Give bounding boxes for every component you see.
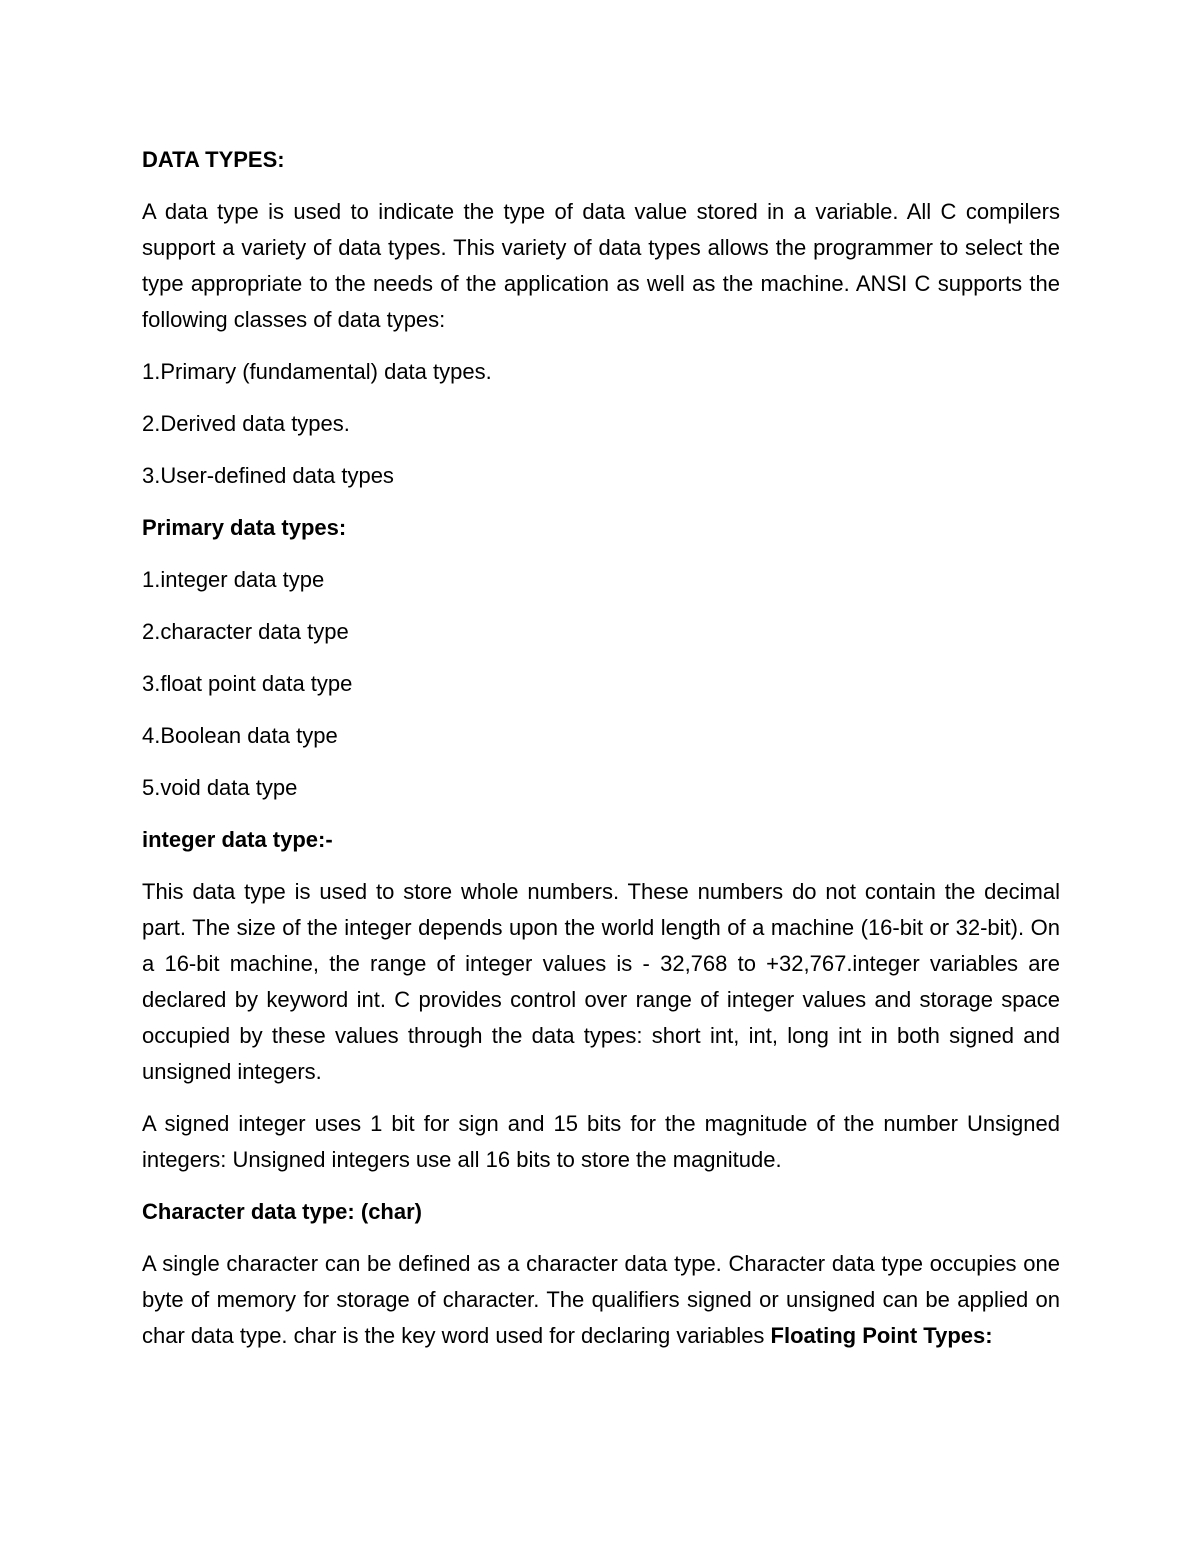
primary-item-boolean: 4.Boolean data type xyxy=(142,723,338,748)
char-paragraph xyxy=(142,1246,1060,1354)
integer-paragraph: This data type is used to store whole numbers. These numbers do not contain the decimal part. The size of the integer depends upon the world length of a machine (16-bit or 32-bit). On a 16-bit machine, the range of integer values is - 32,768 to +32,767.integer variables are declared by keyword int. C provides control over range of integer values and storage space occupied by these values through the data types: short int, int, long int in both signed and unsigned integers. xyxy=(142,879,1060,1084)
class-item-user-defined: 3.User-defined data types xyxy=(142,463,394,488)
float-heading: Floating Point Types: xyxy=(770,1323,993,1348)
class-item-primary: 1.Primary (fundamental) data types. xyxy=(142,359,492,384)
char-heading xyxy=(142,1194,1060,1230)
char-heading-suffix: (char) xyxy=(354,1199,422,1224)
primary-item-float: 3.float point data type xyxy=(142,671,353,696)
char-heading-bold: Character data type: xyxy=(142,1199,355,1224)
intro-paragraph: A data type is used to indicate the type of data value stored in a variable. All C compilers support a variety of data types. This variety of data types allows the programmer to select the type appropriate to the needs of the application as well as the machine. ANSI C supports the following classes of data types: xyxy=(142,199,1060,332)
primary-item-integer: 1.integer data type xyxy=(142,567,325,592)
class-item-derived: 2.Derived data types. xyxy=(142,411,350,436)
primary-item-void: 5.void data type xyxy=(142,775,298,800)
document-body xyxy=(142,142,1060,1370)
primary-types-heading: Primary data types: xyxy=(142,515,347,540)
integer-heading: integer data type:- xyxy=(142,827,333,852)
page-title: DATA TYPES: xyxy=(142,147,285,172)
char-paragraph-text: A single character can be defined as a character data type. Character data type occupies one byte of memory for storage of character. The qualifiers signed or unsigned can be applied on char data type. char is the key word used for declaring variables xyxy=(142,1251,1060,1348)
primary-item-character: 2.character data type xyxy=(142,619,349,644)
signed-unsigned-paragraph: A signed integer uses 1 bit for sign and 15 bits for the magnitude of the number Unsigned integers: Unsigned integers use all 16 bits to store the magnitude. xyxy=(142,1111,1060,1172)
